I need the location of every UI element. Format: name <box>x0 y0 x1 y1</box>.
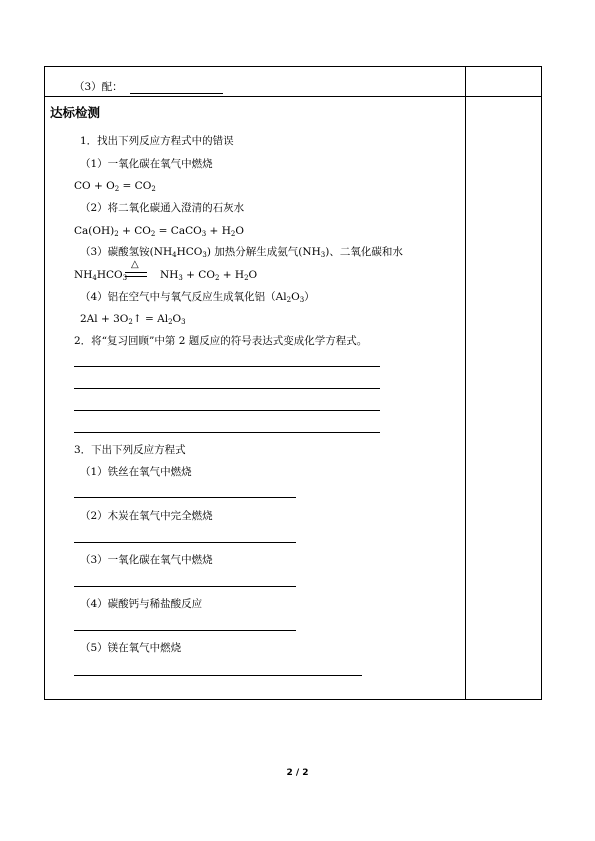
answer-line[interactable] <box>74 410 380 411</box>
section-title: 达标检测 <box>50 105 101 120</box>
answer-line[interactable] <box>74 542 296 543</box>
question-3-item-2: （2）木炭在氧气中完全燃烧 <box>80 510 213 522</box>
row-divider <box>45 96 541 97</box>
question-3-title: 3．下出下列反应方程式 <box>74 444 186 456</box>
answer-line[interactable] <box>74 388 380 389</box>
question-3-item-5: （5）镁在氧气中燃烧 <box>80 642 182 654</box>
question-1-item-4: （4）铝在空气中与氧气反应生成氧化铝$(Al_2O_3)$ <box>80 291 315 304</box>
question-3-item-1: （1）铁丝在氧气中燃烧 <box>80 466 192 478</box>
equation-4: $2Al + 3O_2↑ = Al_2O_3$ <box>80 313 186 326</box>
equation-2: $Ca(OH)_2 + CO_2$ = CaCO$_3$ + $H_2O$ <box>74 225 244 238</box>
answer-line[interactable] <box>74 630 296 631</box>
answer-line[interactable] <box>74 586 296 587</box>
delta-icon: △ <box>131 259 139 270</box>
question-1-item-2: （2）将二氧化碳通入澄清的石灰水 <box>80 202 245 214</box>
equation-3-products: $NH_3 + CO_2 + H_2O$ <box>160 269 258 282</box>
page-number: 2 / 2 <box>286 768 309 778</box>
equation-1: CO + $O_2 = CO_2$ <box>74 180 156 193</box>
fill-in-label: （3）配： <box>74 81 123 93</box>
answer-line[interactable] <box>74 675 362 676</box>
question-1-item-3: （3）碳酸氢铵$(NH_4HCO_3)$ 加热分解生成氨气$(NH_3)$、二氧化碳和水 <box>80 246 403 259</box>
equation-3-reactant: $NH_4HCO_3$ <box>74 269 128 282</box>
question-2-title: 2．将“复习回顾”中第 2 题反应的符号表达式变成化学方程式。 <box>74 335 368 347</box>
answer-line[interactable] <box>74 366 380 367</box>
question-1-title: 1．找出下列反应方程式中的错误 <box>80 135 234 147</box>
question-3-item-4: （4）碳酸钙与稀盐酸反应 <box>80 598 203 610</box>
fill-in-blank[interactable] <box>130 93 223 94</box>
column-divider <box>465 67 466 699</box>
heat-equals-sign <box>125 260 147 282</box>
question-3-item-3: （3）一氧化碳在氧气中燃烧 <box>80 554 213 566</box>
question-1-item-1: （1）一氧化碳在氧气中燃烧 <box>80 158 213 170</box>
answer-line[interactable] <box>74 432 380 433</box>
answer-line[interactable] <box>74 497 296 498</box>
